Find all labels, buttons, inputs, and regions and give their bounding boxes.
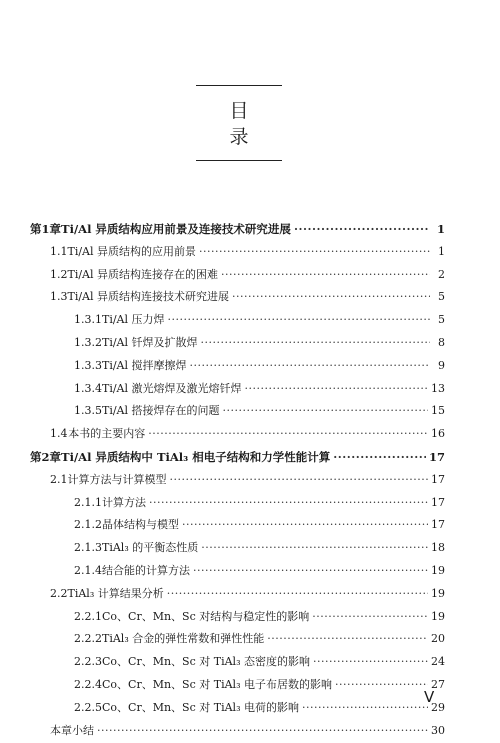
toc-entry-page: 19 [431, 609, 445, 623]
toc-entry-title: 本书的主要内容 [68, 427, 146, 441]
toc-entry-title: Ti/Al 激光熔焊及激光熔钎焊 [102, 381, 242, 395]
toc-entry-number: 1.4 [50, 427, 68, 441]
toc-entry-page: 18 [431, 541, 445, 555]
dot-leader [312, 606, 428, 629]
toc-entry-number: 1.3.5 [74, 404, 102, 418]
bottom-rule [196, 160, 282, 161]
toc-entry-page: 5 [438, 290, 445, 304]
toc-entry-title: Ti/Al 搭接焊存在的问题 [102, 404, 220, 418]
toc-entry-page: 20 [431, 632, 445, 646]
toc-entry[interactable] [30, 651, 445, 674]
toc-entry-page: 8 [438, 335, 445, 349]
toc-entry-number: 1.3.2 [74, 335, 102, 349]
toc-entry-title: 晶体结构与模型 [102, 518, 179, 532]
dot-leader [170, 469, 429, 492]
toc-entry[interactable] [30, 560, 445, 583]
toc-entry-number: 2.1.4 [74, 563, 102, 577]
toc-entry-page: 15 [431, 404, 445, 418]
dot-leader [193, 560, 428, 583]
toc-entry[interactable] [30, 674, 445, 697]
toc-entry-number: 1.3.4 [74, 381, 102, 395]
toc-entry-page: 30 [431, 723, 445, 737]
toc-entry-title: TiAl₃ 合金的弹性常数和弹性性能 [102, 632, 265, 646]
toc-entry-number: 第2章 [30, 449, 62, 464]
toc-entry-page: 1 [436, 222, 445, 236]
dot-leader [221, 264, 430, 287]
toc-entry-page: 13 [431, 381, 445, 395]
toc-entry[interactable] [30, 537, 445, 560]
toc-entry-number: 1.2 [50, 267, 68, 281]
toc-entry-title: Ti/Al 搅拌摩擦焊 [102, 358, 187, 372]
toc-entry-title: Ti/Al 异质结构的应用前景 [67, 244, 197, 258]
toc-entry-title: TiAl₃ 的平衡态性质 [102, 541, 199, 555]
toc-entry-number: 2.2.2 [74, 632, 102, 646]
toc-header [196, 85, 282, 161]
toc-entry-page: 17 [431, 518, 445, 532]
toc-entry-title: Ti/Al 异质结构连接技术研究进展 [67, 290, 230, 304]
toc-entry-page: 17 [431, 472, 445, 486]
toc-entry-number: 2.1.2 [74, 518, 102, 532]
toc-entry-title: Co、Cr、Mn、Sc 对 TiAl₃ 电子布居数的影响 [102, 677, 332, 691]
toc-entry[interactable] [30, 286, 445, 309]
dot-leader [245, 378, 428, 401]
toc-entry-page: 17 [428, 449, 445, 464]
toc-entry-page: 5 [438, 313, 445, 327]
toc-entry[interactable] [30, 378, 445, 401]
toc-entry[interactable] [30, 583, 445, 606]
dot-leader [333, 446, 426, 469]
toc-entry-title: Ti/Al 钎焊及扩散焊 [102, 335, 198, 349]
toc-entry[interactable] [30, 423, 445, 446]
toc-entry-title: 计算方法 [102, 495, 146, 509]
toc-entry-title: Co、Cr、Mn、Sc 对结构与稳定性的影响 [102, 609, 310, 623]
dot-leader [148, 423, 428, 446]
dot-leader [149, 492, 428, 515]
toc-entry[interactable] [30, 606, 445, 629]
toc-entry-number: 1.3 [50, 290, 68, 304]
dot-leader [267, 628, 428, 651]
dot-leader [190, 355, 430, 378]
dot-leader [232, 286, 430, 309]
dot-leader [313, 651, 428, 674]
toc-chapter-entry[interactable] [30, 446, 445, 469]
toc-entry-page: 9 [438, 358, 445, 372]
toc-entry-page: 24 [431, 655, 445, 669]
toc-entry-number: 第1章 [30, 222, 62, 236]
toc-chapter-entry[interactable] [30, 218, 445, 241]
toc-entry-title: Ti/Al 异质结构连接存在的困难 [67, 267, 219, 281]
toc-entry-page: 19 [431, 586, 445, 600]
toc-entry[interactable] [30, 264, 445, 287]
toc-entry[interactable] [30, 469, 445, 492]
toc-entry-number: 1.1 [50, 244, 68, 258]
toc-entry[interactable] [30, 355, 445, 378]
toc-entry[interactable] [30, 697, 445, 720]
toc-entry-page: 29 [431, 700, 445, 714]
toc-entry[interactable] [30, 514, 445, 537]
dot-leader [223, 400, 428, 423]
toc-entry[interactable] [30, 628, 445, 651]
toc-entry-title: 结合能的计算方法 [102, 563, 190, 577]
toc-entry-number: 2.2.1 [74, 609, 102, 623]
dot-leader [167, 583, 428, 606]
toc-entry[interactable] [30, 241, 445, 264]
toc-entry[interactable] [30, 492, 445, 515]
dot-leader [182, 514, 428, 537]
toc-entry-number: 1.3.3 [74, 358, 102, 372]
toc-entry-page: 16 [431, 427, 445, 441]
dot-leader [97, 720, 428, 743]
dot-leader [294, 218, 430, 241]
toc-entry-title: Ti/Al 压力焊 [102, 313, 165, 327]
page-title: 目 录 [229, 100, 267, 148]
toc-entry-title: 计算方法与计算模型 [67, 472, 167, 486]
toc-entry-page: 2 [438, 267, 445, 281]
toc-entry-number: 2.2.4 [74, 677, 102, 691]
dot-leader [199, 241, 430, 264]
toc-entry-title: Co、Cr、Mn、Sc 对 TiAl₃ 态密度的影响 [102, 655, 310, 669]
table-of-contents [30, 218, 445, 742]
toc-entry-number: 2.2.3 [74, 655, 102, 669]
toc-entry-title: Ti/Al 异质结构应用前景及连接技术研究进展 [61, 222, 291, 236]
toc-entry[interactable] [30, 720, 445, 743]
dot-leader [201, 332, 430, 355]
top-rule [196, 85, 282, 86]
dot-leader [335, 674, 428, 697]
toc-entry-title: 本章小结 [50, 723, 94, 737]
dot-leader [168, 309, 430, 332]
dot-leader [302, 697, 428, 720]
toc-entry[interactable] [30, 332, 445, 355]
toc-entry-number: 2.2.5 [74, 700, 102, 714]
toc-entry-number: 1.3.1 [74, 313, 102, 327]
dot-leader [201, 537, 428, 560]
toc-entry-title: Co、Cr、Mn、Sc 对 TiAl₃ 电荷的影响 [102, 700, 299, 714]
toc-entry-page: 1 [438, 244, 445, 258]
toc-entry[interactable] [30, 309, 445, 332]
toc-entry-page: 17 [431, 495, 445, 509]
toc-entry[interactable] [30, 400, 445, 423]
toc-entry-number: 2.1.1 [74, 495, 102, 509]
toc-entry-page: 19 [431, 563, 445, 577]
toc-entry-number: 2.1 [50, 472, 68, 486]
toc-entry-page: 27 [431, 677, 445, 691]
toc-entry-title: TiAl₃ 计算结果分析 [67, 586, 164, 600]
toc-entry-number: 2.2 [50, 586, 68, 600]
toc-entry-title: Ti/Al 异质结构中 TiAl₃ 相电子结构和力学性能计算 [61, 449, 331, 464]
toc-entry-number: 2.1.3 [74, 541, 102, 555]
page-number: V [424, 688, 435, 706]
